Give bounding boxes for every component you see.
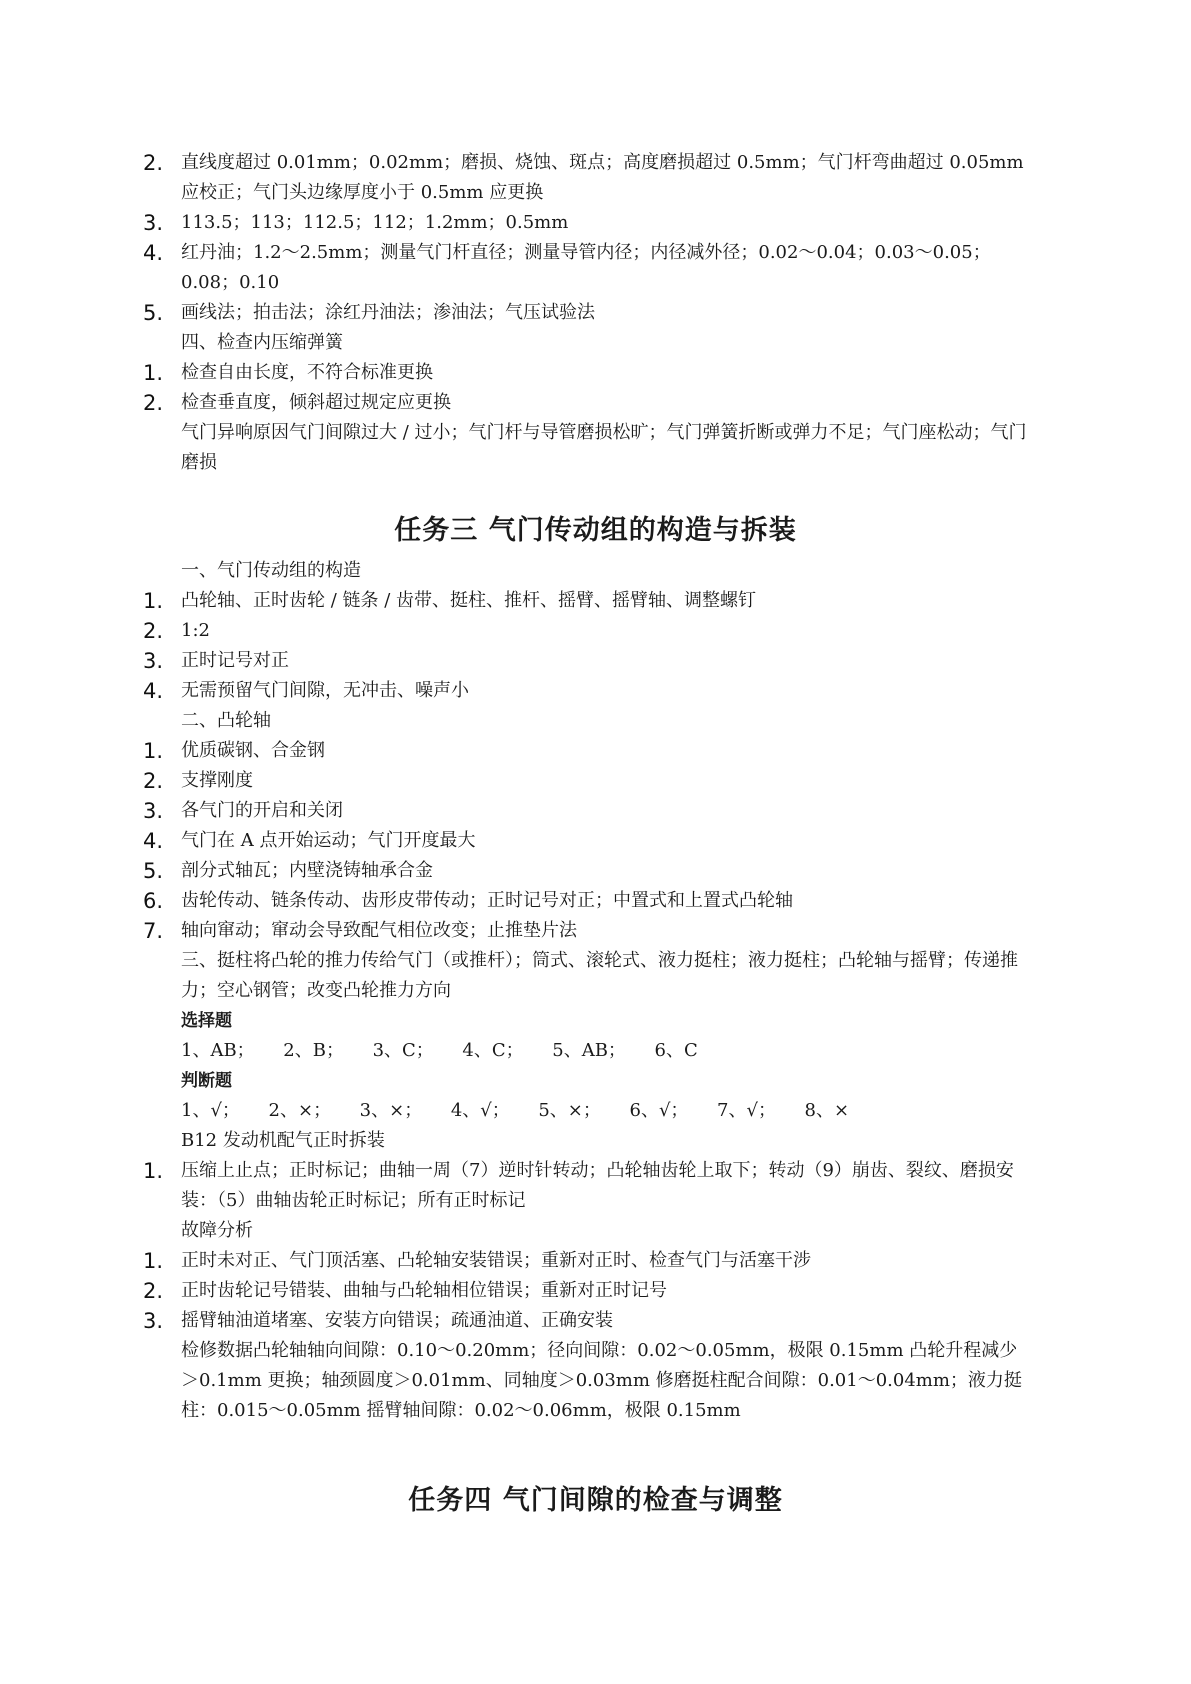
list-item [143,646,1033,676]
item-number: 1. [143,739,164,763]
item-number: 2. [143,769,164,793]
list-item [143,148,1033,208]
item-text: 气门在 A 点开始运动；气门开度最大 [181,830,476,851]
section-heading: 三、挺柱将凸轮的推力传给气门（或推杆）；筒式、滚轮式、液力挺柱；液力挺柱；凸轮轴与摇臂；传递推力；空心钢管；改变凸轮推力方向 [181,950,1018,1001]
item-number: 1. [143,1159,164,1183]
item-text: 113.5；113；112.5；112；1.2mm；0.5mm [181,212,569,233]
item-text: 红丹油；1.2～2.5mm；测量气门杆直径；测量导管内径；内径减外径；0.02～0.04；0.03～0.05；0.08；0.10 [181,242,991,293]
item-text: 各气门的开启和关闭 [181,800,343,821]
item-text: 压缩上止点；正时标记；曲轴一周（7）逆时针转动；凸轮轴齿轮上取下；转动（9）崩齿、裂纹、磨损安装：（5）曲轴齿轮正时标记；所有正时标记 [181,1160,1014,1211]
item-number: 1. [143,361,164,385]
item-number: 1. [143,1249,164,1273]
item-number: 5. [143,859,164,883]
b12-label: B12 发动机配气正时拆装 [181,1130,385,1151]
list-item [143,676,1033,706]
item-text: 凸轮轴、正时齿轮 / 链条 / 齿带、挺柱、推杆、摇臂、摇臂轴、调整螺钉 [181,590,757,611]
list-item [143,856,1033,886]
item-number: 6. [143,889,164,913]
valve-noise-note: 气门异响原因气门间隙过大 / 过小；气门杆与导管磨损松旷；气门弹簧折断或弹力不足；气门座松动；气门磨损 [181,422,1027,473]
valve-inspection-list [143,148,1033,478]
list-item [143,766,1033,796]
item-number: 2. [143,619,164,643]
list-item [143,238,1033,298]
list-item [143,1306,1033,1336]
item-number: 4. [143,829,164,853]
item-number: 2. [143,391,164,415]
item-text: 齿轮传动、链条传动、齿形皮带传动；正时记号对正；中置式和上置式凸轮轴 [181,890,793,911]
item-text: 剖分式轴瓦；内壁浇铸轴承合金 [181,860,433,881]
section-heading: 一、气门传动组的构造 [181,560,361,581]
item-number: 3. [143,211,164,235]
item-number: 2. [143,151,164,175]
item-text: 正时齿轮记号错装、曲轴与凸轮轴相位错误；重新对正时记号 [181,1280,667,1301]
list-item [143,826,1033,856]
list-item [143,298,1033,328]
section-heading: 二、凸轮轴 [181,710,271,731]
item-text: 检查垂直度，倾斜超过规定应更换 [181,392,451,413]
item-text: 优质碳钢、合金钢 [181,740,325,761]
item-text: 检查自由长度，不符合标准更换 [181,362,433,383]
task3-title: 任务三 气门传动组的构造与拆装 [394,515,797,546]
task4-title: 任务四 气门间隙的检查与调整 [408,1485,783,1516]
list-item [143,616,1033,646]
choice-label: 选择题 [181,1011,232,1031]
item-text: 轴向窜动；窜动会导致配气相位改变；止推垫片法 [181,920,577,941]
repair-data: 检修数据凸轮轴轴向间隙：0.10～0.20mm；径向间隙：0.02～0.05mm，极限 0.15mm 凸轮升程减少＞0.1mm 更换；轴颈圆度＞0.01mm、同轴度＞0.03mm 修磨挺柱配合间隙：0.01～0.04mm；液力挺柱：0.015～0.05mm 摇臂轴间隙：0.02～0.06mm，极限 0.15mm [181,1340,1022,1421]
list-item [143,1156,1033,1216]
list-item [143,1276,1033,1306]
list-item [143,358,1033,388]
item-text: 摇臂轴油道堵塞、安装方向错误；疏通油道、正确安装 [181,1310,613,1331]
item-number: 1. [143,589,164,613]
item-number: 2. [143,1279,164,1303]
list-item [143,916,1033,946]
item-text: 正时未对正、气门顶活塞、凸轮轴安装错误；重新对正时、检查气门与活塞干涉 [181,1250,811,1271]
section-heading: 四、检查内压缩弹簧 [181,332,343,353]
item-text: 画线法；拍击法；涂红丹油法；渗油法；气压试验法 [181,302,595,323]
item-text: 支撑刚度 [181,770,253,791]
item-text: 正时记号对正 [181,650,289,671]
item-number: 3. [143,1309,164,1333]
task3-content [143,556,1033,1426]
item-text: 无需预留气门间隙，无冲击、噪声小 [181,680,469,701]
item-number: 3. [143,649,164,673]
list-item [143,1246,1033,1276]
list-item [143,886,1033,916]
judge-label: 判断题 [181,1071,232,1091]
item-number: 7. [143,919,164,943]
item-number: 4. [143,241,164,265]
item-number: 5. [143,301,164,325]
list-item [143,736,1033,766]
list-item [143,796,1033,826]
list-item [143,388,1033,418]
choice-answers: 1、AB； 2、B； 3、C； 4、C； 5、AB； 6、C [181,1040,698,1061]
list-item [143,586,1033,616]
fault-label: 故障分析 [181,1220,253,1241]
item-number: 4. [143,679,164,703]
list-item [143,208,1033,238]
item-text: 1:2 [181,620,210,641]
item-number: 3. [143,799,164,823]
item-text: 直线度超过 0.01mm；0.02mm；磨损、烧蚀、斑点；高度磨损超过 0.5mm；气门杆弯曲超过 0.05mm 应校正；气门头边缘厚度小于 0.5mm 应更换 [181,152,1024,203]
judge-answers: 1、√； 2、×； 3、×； 4、√； 5、×； 6、√； 7、√； 8、× [181,1100,850,1121]
